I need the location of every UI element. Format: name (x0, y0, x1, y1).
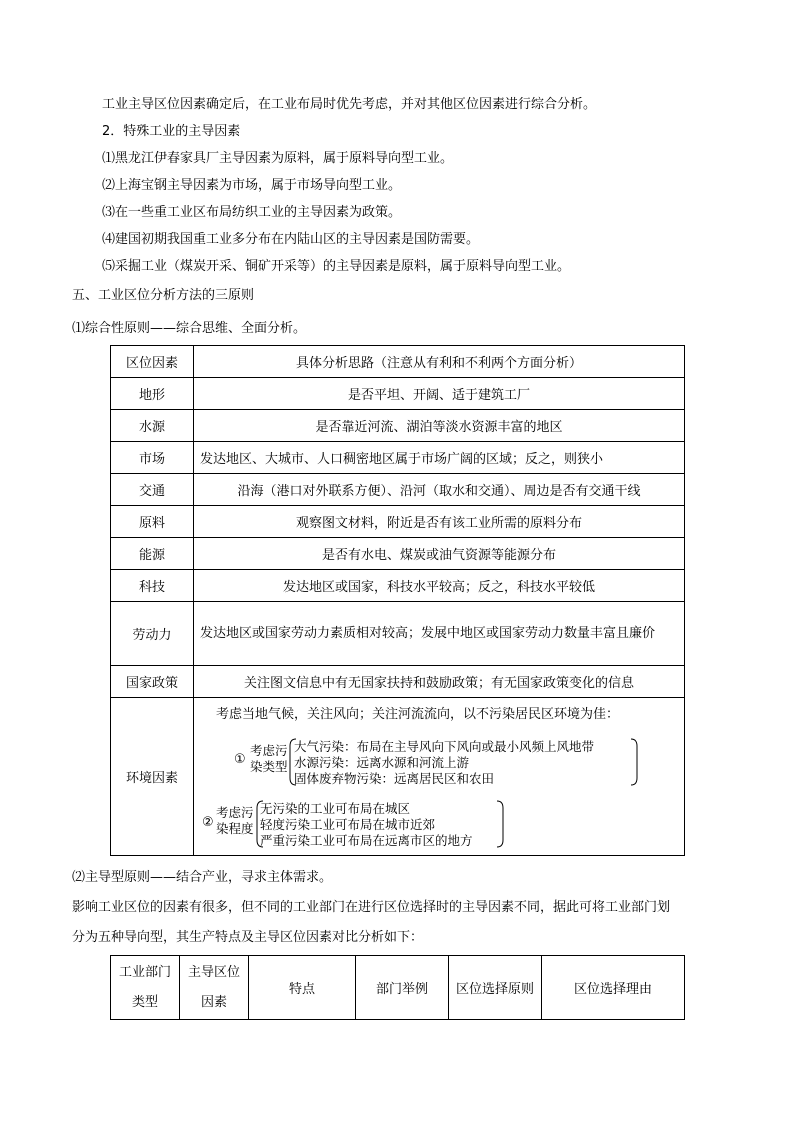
paragraph: 工业主导区位因素确定后，在工业布局时优先考虑，并对其他区位因素进行综合分析。 (102, 97, 597, 112)
factor-cell: 水源 (111, 410, 194, 442)
pollution-type-item: 固体废弃物污染：远离居民区和农田 (294, 770, 495, 786)
table-header-cell: 部门举例 (356, 956, 449, 1020)
table-row (111, 666, 685, 698)
analysis-cell: 关注图文信息中有无国家扶持和鼓励政策；有无国家政策变化的信息 (194, 666, 685, 698)
pollution-type-item: 大气污染：布局在主导风向下风向或最小风频上风地带 (294, 738, 595, 754)
analysis-cell: 发达地区或国家，科技水平较高；反之，科技水平较低 (194, 570, 685, 602)
principle-heading: ⑵主导型原则——结合产业，寻求主体需求。 (72, 870, 333, 885)
table-header-cell: 区位选择原则 (449, 956, 542, 1020)
pollution-degree-item: 轻度污染工业可布局在城市近郊 (260, 816, 436, 832)
environment-detail (194, 702, 684, 852)
analysis-cell: 观察图文材料，附近是否有该工业所需的原料分布 (194, 506, 685, 538)
env-type2-number: ② (202, 814, 214, 830)
list-item: ⑷建国初期我国重工业多分布在内陆山区的主导因素是国防需要。 (102, 232, 480, 247)
paragraph: 影响工业区位的因素有很多，但不同的工业部门在进行区位选择时的主导因素不同，据此可将工业部门划 (72, 900, 671, 915)
env-type1-label: 考虑污 (250, 742, 288, 758)
table-row (111, 474, 685, 506)
table-header-cell: 特点 (249, 956, 356, 1020)
right-bracket-icon (630, 738, 638, 786)
list-item: ⑵上海宝钢主导因素为市场，属于市场导向型工业。 (102, 178, 402, 193)
analysis-cell: 沿海（港口对外联系方便）、沿河（取水和交通）、周边是否有交通干线 (194, 474, 685, 506)
factor-cell: 市场 (111, 442, 194, 474)
env-type1-number: ① (234, 751, 246, 767)
paragraph: 分为五种导向型，其生产特点及主导区位因素对比分析如下： (72, 930, 424, 945)
principle-heading: ⑴综合性原则——综合思维、全面分析。 (72, 321, 307, 336)
section-heading: 五、工业区位分析方法的三原则 (72, 288, 255, 303)
env-type2-label: 考虑污 (216, 804, 254, 820)
table-row (111, 378, 685, 410)
list-item: ⑶在一些重工业区布局纺织工业的主导因素为政策。 (102, 205, 402, 220)
env-intro: 考虑当地气候，关注风向；关注河流流向，以不污染居民区环境为佳： (216, 706, 620, 722)
pollution-degree-item: 无污染的工业可布局在城区 (260, 800, 411, 816)
environment-analysis-cell (194, 698, 685, 856)
factor-cell: 原料 (111, 506, 194, 538)
factor-cell: 国家政策 (111, 666, 194, 698)
table-row (111, 410, 685, 442)
list-item: ⑸采掘工业（煤炭开采、铜矿开采等）的主导因素是原料，属于原料导向型工业。 (102, 259, 571, 274)
table-row (111, 442, 685, 474)
table-header-row (111, 346, 685, 378)
table-row (111, 602, 685, 666)
right-bracket-icon (496, 800, 504, 848)
factor-cell: 科技 (111, 570, 194, 602)
industry-orientation-table (110, 955, 685, 1020)
table-header-cell: 工业部门类型 (111, 956, 180, 1020)
factor-cell: 劳动力 (111, 602, 194, 666)
list-item: ⑴黑龙江伊春家具厂主导因素为原料，属于原料导向型工业。 (102, 151, 454, 166)
table-row (111, 570, 685, 602)
env-type2-label: 染程度 (216, 820, 254, 836)
table-header-cell: 区位选择理由 (542, 956, 685, 1020)
analysis-cell: 发达地区、大城市、人口稠密地区属于市场广阔的区域；反之，则狭小 (194, 442, 685, 474)
table-header-cell: 主导区位因素 (180, 956, 249, 1020)
pollution-type-item: 水源污染：远离水源和河流上游 (294, 754, 470, 770)
factor-cell: 地形 (111, 378, 194, 410)
env-type1-label: 染类型 (250, 758, 288, 774)
table-header-cell: 具体分析思路（注意从有利和不利两个方面分析） (194, 346, 685, 378)
factor-cell: 环境因素 (111, 698, 194, 856)
location-factor-table (110, 345, 685, 856)
analysis-cell: 是否靠近河流、湖泊等淡水资源丰富的地区 (194, 410, 685, 442)
pollution-degree-item: 严重污染工业可布局在远离市区的地方 (260, 832, 473, 848)
analysis-cell: 是否有水电、煤炭或油气资源等能源分布 (194, 538, 685, 570)
factor-cell: 交通 (111, 474, 194, 506)
analysis-cell: 发达地区或国家劳动力素质相对较高；发展中地区或国家劳动力数量丰富且廉价 (194, 602, 685, 666)
factor-cell: 能源 (111, 538, 194, 570)
table-header-row (111, 956, 685, 1020)
analysis-cell: 是否平坦、开阔、适于建筑工厂 (194, 378, 685, 410)
table-row (111, 538, 685, 570)
table-header-cell: 区位因素 (111, 346, 194, 378)
table-row (111, 506, 685, 538)
section-subtitle: 2．特殊工业的主导因素 (102, 124, 241, 139)
table-row-environment (111, 698, 685, 856)
